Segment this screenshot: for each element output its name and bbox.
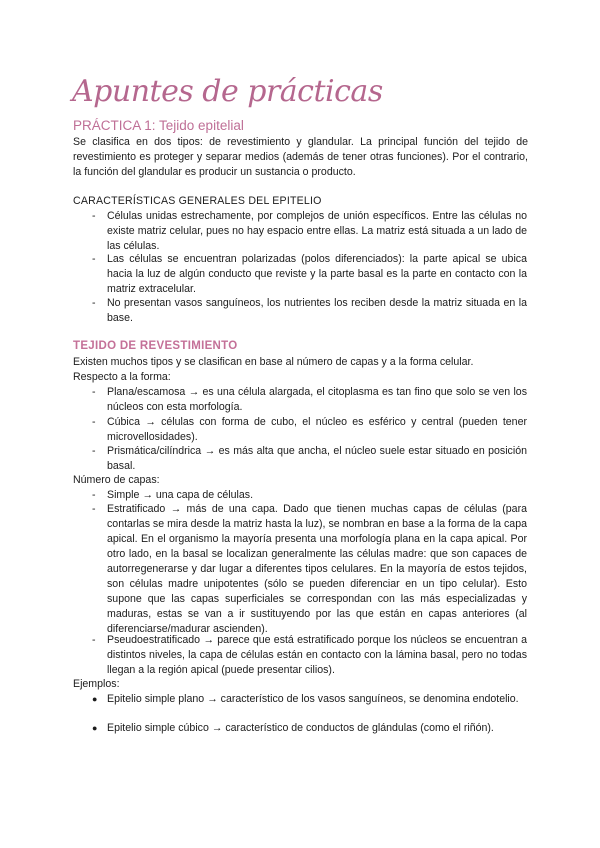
revestimiento-heading: TEJIDO DE REVESTIMIENTO — [73, 340, 238, 352]
list-item-text: Plana/escamosa → es una célula alargada, el citoplasma es tan fino que solo se ven los núcleos con esta morfología. — [107, 386, 527, 413]
list-item-text: Pseudoestratificado → parece que está estratificado porque los núcleos se encuentran a distintos niveles, la capa de células están en contacto con la lámina basal, pero no todas llegan a la región apical (puede presentar cilios). — [107, 634, 527, 676]
forma-label: Respecto a la forma: — [73, 371, 171, 383]
list-item-text: Estratificado → más de una capa. Dado que tienen muchas capas de células (para contarlas se mira desde la matriz hasta la luz), se nombran en base a la forma de la capa apical. En el organismo la mayoría presenta una morfología plana en la capa apical. Por otro lado, en la basal se localizan generalmente las células madre: que son capaces de autorregenerarse y dar lugar a diferentes tipos celulares. En la mayoría de estos tejidos, son células madre unipotentes (sólo se pueden diferenciar en un tipo celular). Esto supone que las capas superficiales se correspondan con las más especializadas y maduras, estas se van a ir sustituyendo por las que están en capas anteriores (al diferenciarse/madurar ascienden). — [107, 503, 527, 635]
list-item-text: Células unidas estrechamente, por complejos de unión específicos. Entre las células no existe matriz celular, pues no hay espacio entre ellas. La matriz está situada a un lado de las células. — [107, 210, 527, 252]
capas-label: Número de capas: — [73, 474, 160, 486]
practice-heading: PRÁCTICA 1: Tejido epitelial — [73, 118, 244, 133]
dash-marker: - — [92, 634, 96, 646]
dash-marker: - — [92, 210, 96, 222]
dash-marker: - — [92, 253, 96, 265]
list-item-text: Simple → una capa de células. — [107, 489, 254, 501]
document-title: Apuntes de prácticas — [72, 74, 383, 109]
dash-marker: - — [92, 489, 96, 501]
list-item-text: No presentan vasos sanguíneos, los nutrientes los reciben desde la matriz situada en la base. — [107, 297, 527, 324]
dash-marker: - — [92, 297, 96, 309]
dash-marker: - — [92, 386, 96, 398]
bullet-marker: ● — [92, 723, 98, 733]
list-item-text: Prismática/cilíndrica → es más alta que ancha, el núcleo suele estar situado en posición basal. — [107, 445, 527, 472]
list-item-text: Las células se encuentran polarizadas (polos diferenciados): la parte apical se ubica hacia la luz de algún conducto que reviste y la parte basal es la parte en contacto con la matriz extracelular. — [107, 253, 527, 295]
intro-paragraph: Se clasifica en dos tipos: de revestimiento y glandular. La principal función del tejido de revestimiento es proteger y separar medios (además de tener otras funciones). Por el contrario, la función del glandular es producir un sustancia o producto. — [73, 136, 528, 178]
list-item-text: Epitelio simple plano → característico de los vasos sanguíneos, se denomina endotelio. — [107, 693, 519, 705]
dash-marker: - — [92, 445, 96, 457]
list-item-text: Cúbica → células con forma de cubo, el núcleo es esférico y central (pueden tener microvellosidades). — [107, 416, 527, 443]
ejemplos-label: Ejemplos: — [73, 678, 120, 690]
revestimiento-intro: Existen muchos tipos y se clasifican en base al número de capas y a la forma celular. — [73, 356, 474, 368]
general-heading: CARACTERÍSTICAS GENERALES DEL EPITELIO — [73, 195, 322, 207]
bullet-marker: ● — [92, 694, 98, 704]
dash-marker: - — [92, 416, 96, 428]
list-item-text: Epitelio simple cúbico → característico de conductos de glándulas (como el riñón). — [107, 722, 494, 734]
dash-marker: - — [92, 503, 96, 515]
